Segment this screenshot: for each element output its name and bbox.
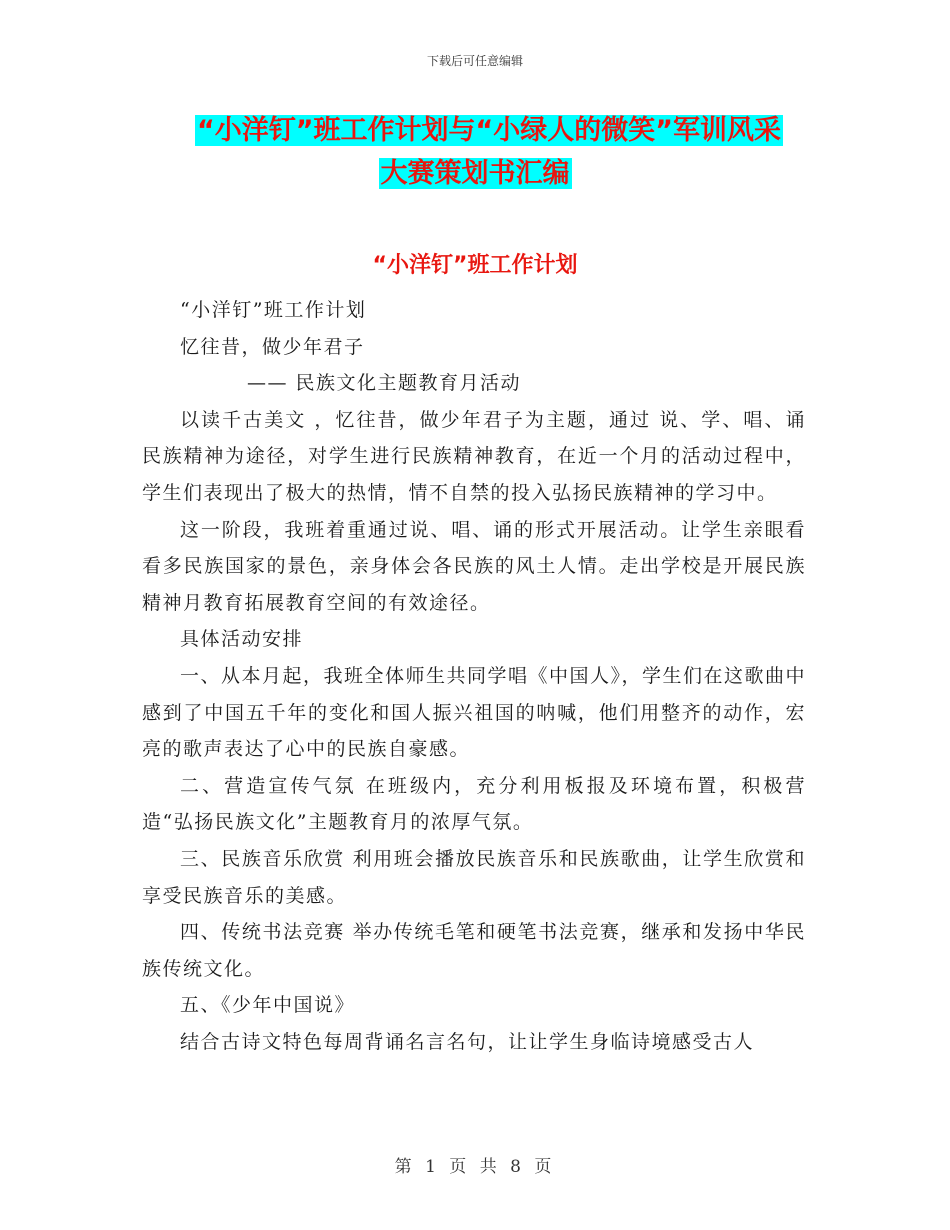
paragraph: 这一阶段，我班着重通过说、唱、诵的形式开展活动。让学生亲眼看看多民族国家的景色，亲身体会各民族的风土人情。走出学校是开展民族精神月教育拓展教育空间的有效途径。 [142, 518, 806, 614]
section-title: “小洋钉”班工作计划 [372, 253, 578, 278]
paragraph: 一、从本月起，我班全体师生共同学唱《中国人》，学生们在这歌曲中感到了中国五千年的变化和国人振兴祖国的呐喊，他们用整齐的动作，宏亮的歌声表达了心中的民族自豪感。 [142, 664, 807, 761]
paragraph: 忆往昔，做少年君子 [180, 335, 365, 358]
paragraph: 三、民族音乐欣赏 利用班会播放民族音乐和民族歌曲，让学生欣赏和享受民族音乐的美感。 [142, 847, 806, 907]
paragraph: “小洋钉”班工作计划 [180, 299, 367, 321]
paragraph: 四、传统书法竞赛 举办传统毛笔和硬笔书法竞赛，继承和发扬中华民族传统文化。 [142, 921, 806, 980]
document-body [142, 292, 806, 1060]
paragraph: 二、营造宣传气氛 在班级内，充分利用板报及环境布置，积极营造“弘扬民族文化”主题教育月的浓厚气氛。 [142, 774, 806, 834]
paragraph: 五、《少年中国说》 [180, 994, 356, 1017]
paragraph: 以读千古美文 ，忆往昔，做少年君子为主题，通过 说、学、唱、诵民族精神为途径，对学生进行民族精神教育，在近一个月的活动过程中，学生们表现出了极大的热情，情不自禁的投入弘扬民族精神的学习中。 [142, 408, 806, 504]
paragraph: —— 民族文化主题教育月活动 [247, 372, 522, 395]
paragraph: 结合古诗文特色每周背诵名言名句，让让学生身临诗境感受古人 [180, 1030, 755, 1053]
paragraph: 具体活动安排 [180, 628, 304, 651]
document-title-line1: “小洋钉”班工作计划与“小绿人的微笑”军训风采 [197, 115, 781, 146]
page-footer: 第 1 页 共 8 页 [394, 1157, 556, 1177]
header-note: 下载后可任意编辑 [426, 54, 523, 68]
document-title-line2: 大赛策划书汇编 [380, 158, 570, 189]
